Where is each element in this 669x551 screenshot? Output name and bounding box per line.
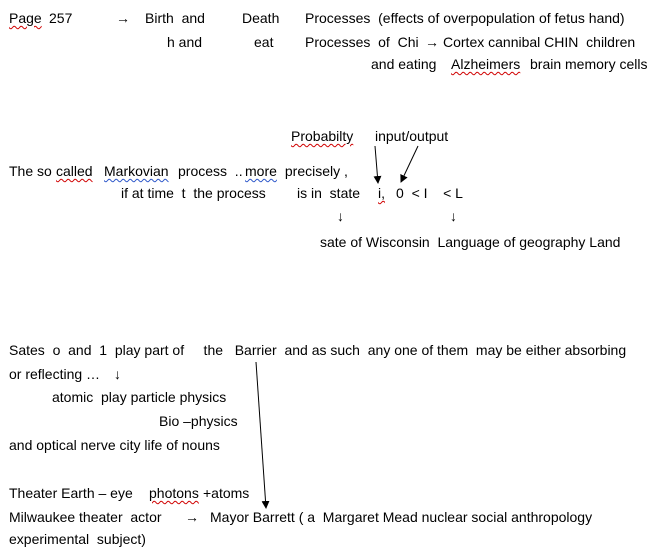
right-arrow-icon: → [425,34,439,50]
processes-overpopulation: Processes (effects of overpopulation of fetus hand) [305,10,625,26]
input-output-to-zero-arrow [401,146,418,182]
alzheimers-word: Alzheimers [451,56,521,72]
probability-to-state-arrow [375,146,378,183]
called-word: called [56,163,93,179]
probability-word: Probabilty [291,128,354,144]
bio-physics-text: Bio –physics [159,413,238,429]
right-arrow-icon: → [185,509,199,525]
so-called-prefix: The so [9,163,52,179]
more-word: more [245,163,277,179]
page-label: Page [9,10,42,26]
atoms-suffix: +atoms [203,485,250,501]
page-number: 257 [49,10,73,26]
optical-text: and optical nerve city life of nouns [9,437,220,453]
markovian-word: Markovian [104,163,169,179]
birth-label: Birth and [145,10,205,26]
milwaukee-prefix: Milwaukee theater actor [9,509,162,525]
down-arrow-icon: ↓ [450,208,457,224]
precisely-text: precisely , [281,163,348,179]
states-line-1: Sates o and 1 play part of the Barrier and as such any one of them may be either absorbing [9,342,627,358]
input-output-text: input/output [375,128,449,144]
is-in-state-text: is in state [297,185,361,201]
down-arrow-icon: ↓ [114,366,121,382]
eat-text: eat [254,34,274,50]
photons-word: photons [149,485,199,501]
experimental-text: experimental subject) [9,531,146,547]
state-range-text: 0 < I < L [396,185,463,201]
process-text: process .. [178,163,243,179]
processes-of-chi: Processes of Chi [305,34,419,50]
right-arrow-icon: → [116,10,130,26]
brain-memory-text: brain memory cells [530,56,648,72]
mayor-line: Mayor Barrett ( a Margaret Mead nuclear social anthropology [210,509,593,525]
down-arrow-icon: ↓ [337,208,344,224]
if-at-time-text: if at time t the process [121,185,266,201]
and-eating-text: and eating [371,56,437,72]
h-and-text: h and [167,34,203,50]
cortex-line: Cortex cannibal CHIN children [443,34,636,50]
death-label: Death [242,10,280,26]
states-line-2: or reflecting … [9,366,101,382]
theater-earth-prefix: Theater Earth – eye [9,485,133,501]
sate-of-wisconsin-text: sate of Wisconsin Language of geography Land [320,234,621,250]
barrier-to-mayor-arrow [256,362,266,508]
state-i-variable: i, [378,185,385,201]
atomic-text: atomic play particle physics [52,389,227,405]
